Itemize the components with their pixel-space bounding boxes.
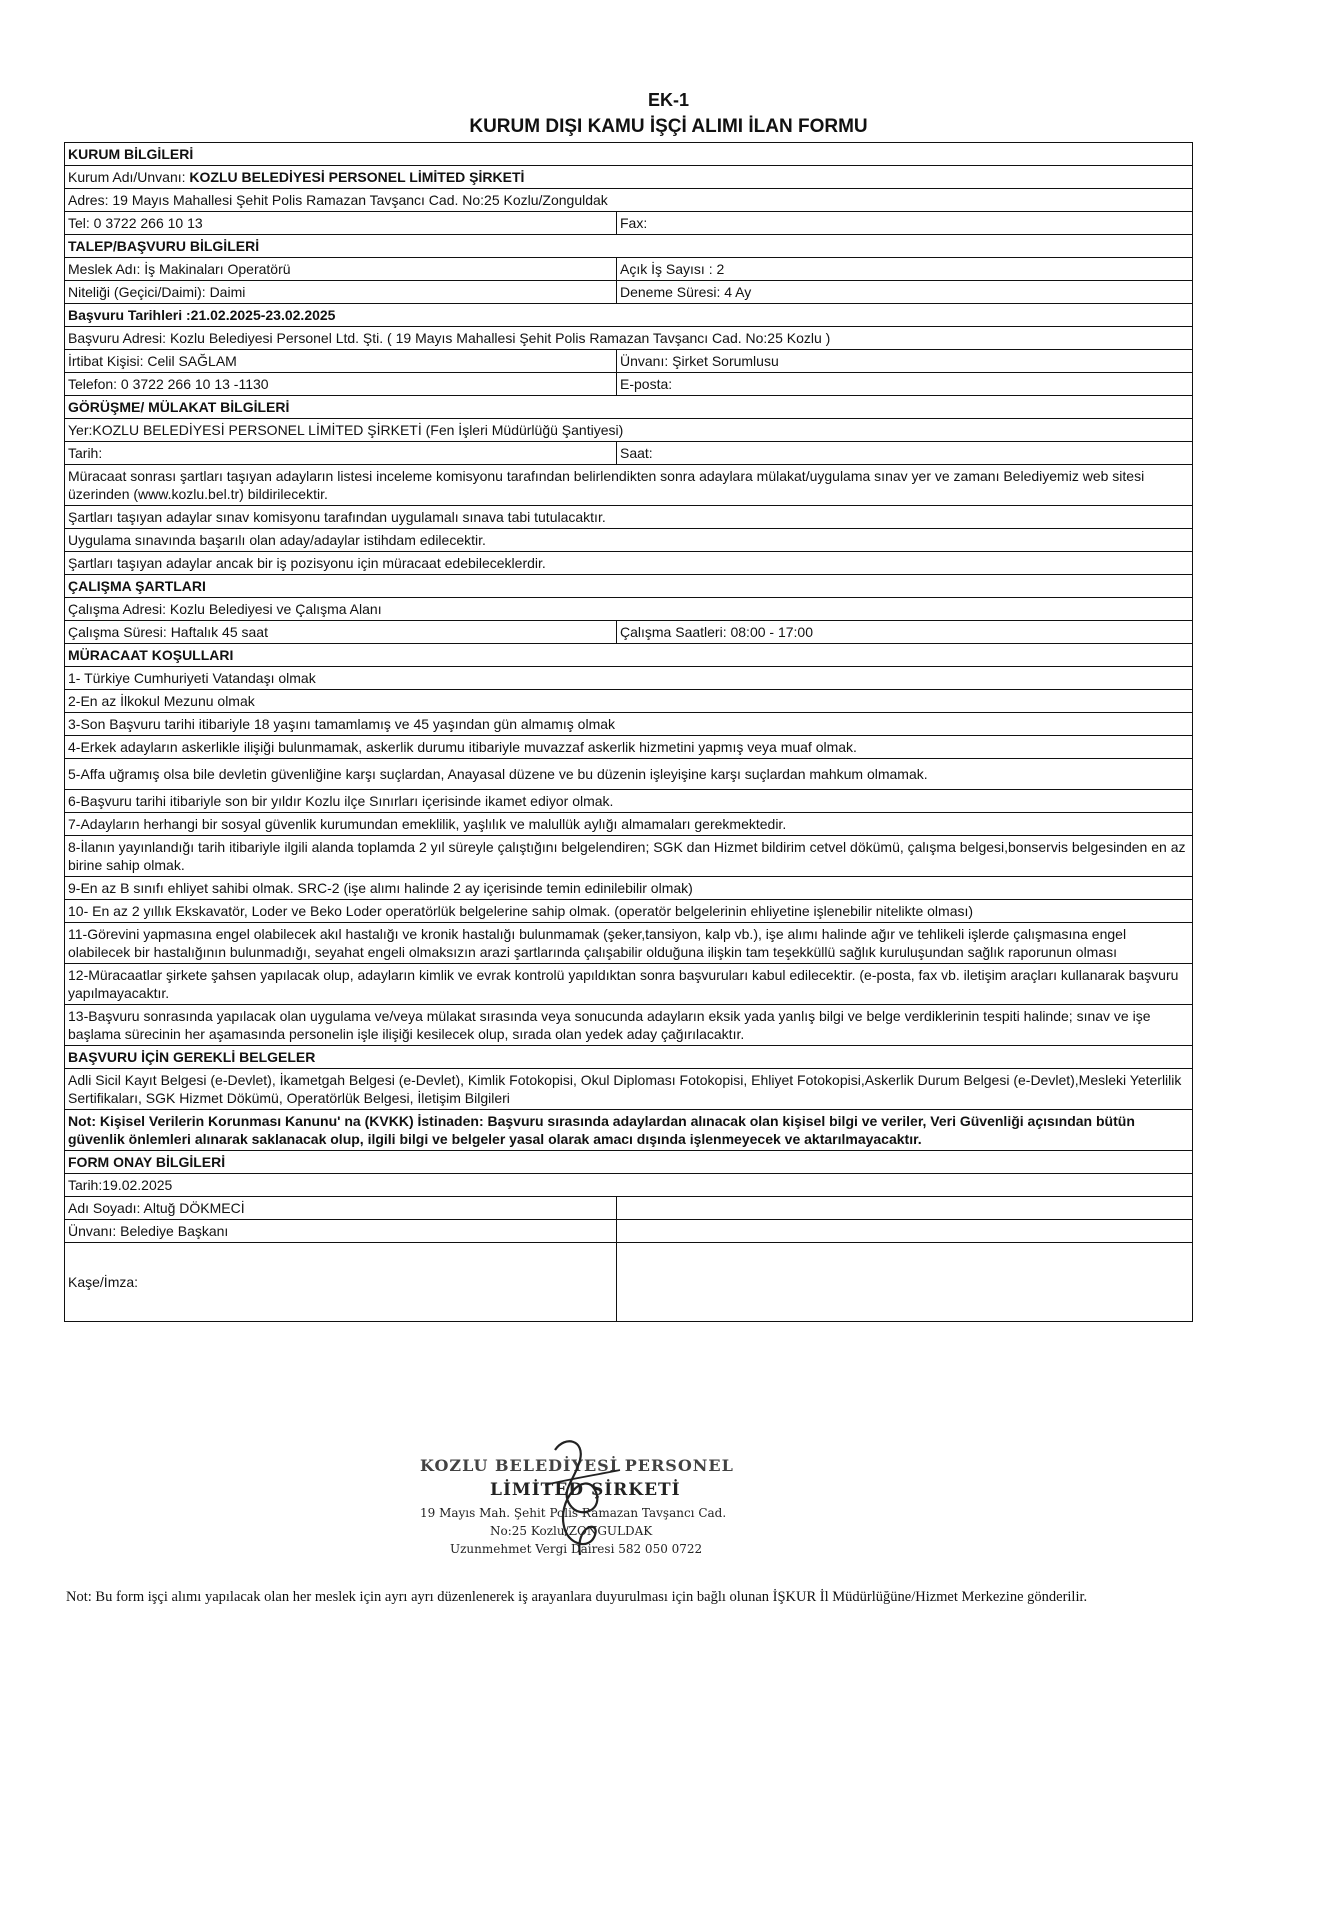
contact-person: İrtibat Kişisi: Celil SAĞLAM xyxy=(65,350,617,373)
interview-note: Uygulama sınavında başarılı olan aday/adaylar istihdam edilecektir. xyxy=(65,529,1193,552)
condition-item: 13-Başvuru sonrasında yapılacak olan uygulama ve/veya mülakat sırasında veya sonucunda adayların eksik yada yanlış bilgi ve belge verdiklerinin tespiti halinde; sınav ve işe başlama sürecinin her aşamasında personelin işle ilişiği kesilecek olup, sırada olan yedek aday çağırılacaktır. xyxy=(65,1005,1193,1046)
condition-item: 3-Son Başvuru tarihi itibariyle 18 yaşını tamamlamış ve 45 yaşından gün almamış olmak xyxy=(65,713,1193,736)
annex-label: EK-1 xyxy=(647,90,689,110)
work-address: Çalışma Adresi: Kozlu Belediyesi ve Çalışma Alanı xyxy=(65,598,1193,621)
interview-date: Tarih: xyxy=(65,442,617,465)
approver-name: Adı Soyadı: Altuğ DÖKMECİ xyxy=(65,1197,617,1220)
form-title: KURUM DIŞI KAMU İŞÇİ ALIMI İLAN FORMU xyxy=(469,116,868,137)
contact-email: E-posta: xyxy=(617,373,1193,396)
section-talep: TALEP/BAŞVURU BİLGİLERİ xyxy=(65,235,1193,258)
handwritten-signature xyxy=(535,1430,625,1560)
open-positions: Açık İş Sayısı : 2 xyxy=(617,258,1193,281)
approver-title: Ünvanı: Belediye Başkanı xyxy=(65,1220,617,1243)
employment-type: Niteliği (Geçici/Daimi): Daimi xyxy=(65,281,617,304)
interview-time: Saat: xyxy=(617,442,1193,465)
footnote: Not: Bu form işçi alımı yapılacak olan her meslek için ayrı ayrı düzenlenerek iş arayanlara duyurulması için bağlı olunan İŞKUR İl Müdürlüğüne/Hizmet Merkezine gönderilir. xyxy=(66,1589,1088,1605)
institution-name-label: Kurum Adı/Unvanı: xyxy=(68,169,190,185)
approval-date: Tarih:19.02.2025 xyxy=(65,1174,1193,1197)
condition-item: 8-İlanın yayınlandığı tarih itibariyle ilgili alanda toplamda 2 yıl süreyle çalıştığını belgelendiren; SGK dan Hizmet bildirim cetvel dökümü, çalışma belgesi,bonservis belgesinden en az birine sahip olmak. xyxy=(65,836,1193,877)
application-address: Başvuru Adresi: Kozlu Belediyesi Personel Ltd. Şti. ( 19 Mayıs Mahallesi Şehit Polis Ramazan Tavşancı Cad. No:25 Kozlu ) xyxy=(65,327,1193,350)
condition-item: 10- En az 2 yıllık Ekskavatör, Loder ve Beko Loder operatörlük belgelerine sahip olmak. (operatör belgelerinin ehliyetine işlenebilir nitelikte olması) xyxy=(65,900,1193,923)
interview-location: Yer:KOZLU BELEDİYESİ PERSONEL LİMİTED ŞİRKETİ (Fen İşleri Müdürlüğü Şantiyesi) xyxy=(65,419,1193,442)
application-dates: Başvuru Tarihleri :21.02.2025-23.02.2025 xyxy=(65,304,1193,327)
condition-item: 6-Başvuru tarihi itibariyle son bir yıldır Kozlu ilçe Sınırları içerisinde ikamet ediyor olmak. xyxy=(65,790,1193,813)
kvkk-note: Not: Kişisel Verilerin Korunması Kanunu' na (KVKK) İstinaden: Başvuru sırasında adaylardan alınacak olan kişisel bilgi ve veriler, Veri Güvenliği açısından bütün güvenlik önlemleri alınarak saklanacak olup, ilgili bilgi ve belgeler yasal olarak amacı dışında işlenmeyecek ve aktarılmayacaktır. xyxy=(65,1110,1193,1151)
interview-note: Şartları taşıyan adaylar sınav komisyonu tarafından uygulamalı sınava tabi tutulacaktır. xyxy=(65,506,1193,529)
section-muracaat: MÜRACAAT KOŞULLARI xyxy=(65,644,1193,667)
condition-item: 7-Adayların herhangi bir sosyal güvenlik kurumundan emeklilik, yaşlılık ve malullük aylığı almamaları gerekmektedir. xyxy=(65,813,1193,836)
occupation-name: Meslek Adı: İş Makinaları Operatörü xyxy=(65,258,617,281)
interview-note: Müracaat sonrası şartları taşıyan adayların listesi inceleme komisyonu tarafından belirlendikten sonra adaylara mülakat/uygulama sınav yer ve zamanı Belediyemiz web sitesi üzerinden (www.kozlu.bel.tr) bildirilecektir. xyxy=(65,465,1193,506)
probation-period: Deneme Süresi: 4 Ay xyxy=(617,281,1193,304)
announcement-form-table xyxy=(64,142,1193,1322)
interview-note: Şartları taşıyan adaylar ancak bir iş pozisyonu için müracaat edebileceklerdir. xyxy=(65,552,1193,575)
condition-item: 11-Görevini yapmasına engel olabilecek akıl hastalığı ve kronik hastalığı bulunmamak (şeker,tansiyon, kalp vb.), işe alımı halinde ağır ve tehlikeli işlerde çalışmasına engel olabilecek bir hastalığının bulunmadığı, seyahat engeli olmaksızın arazi şartlarında çalışabilir olduğuna ilişkin tam teşekküllü sağlık kuruluşundan sağlık raporunun olması xyxy=(65,923,1193,964)
form-header xyxy=(0,88,1337,140)
condition-item: 1- Türkiye Cumhuriyeti Vatandaşı olmak xyxy=(65,667,1193,690)
condition-item: 9-En az B sınıfı ehliyet sahibi olmak. SRC-2 (işe alımı halinde 2 ay içerisinde temin edinilebilir olmak) xyxy=(65,877,1193,900)
institution-fax: Fax: xyxy=(617,212,1193,235)
section-onay: FORM ONAY BİLGİLERİ xyxy=(65,1151,1193,1174)
contact-phone: Telefon: 0 3722 266 10 13 -1130 xyxy=(65,373,617,396)
institution-tel: Tel: 0 3722 266 10 13 xyxy=(65,212,617,235)
section-kurum: KURUM BİLGİLERİ xyxy=(65,143,1193,166)
section-calisma: ÇALIŞMA ŞARTLARI xyxy=(65,575,1193,598)
work-hours: Çalışma Saatleri: 08:00 - 17:00 xyxy=(617,621,1193,644)
stamp-line: KOZLU BELEDİYESİ PERSONEL xyxy=(420,1456,734,1475)
condition-item: 5-Affa uğramış olsa bile devletin güvenliğine karşı suçlardan, Anayasal düzene ve bu düzenin işleyişine karşı suçlardan mahkum olmamak. xyxy=(65,759,1193,790)
stamp-line: Uzunmehmet Vergi Dairesi 582 050 0722 xyxy=(450,1542,703,1556)
work-duration: Çalışma Süresi: Haftalık 45 saat xyxy=(65,621,617,644)
institution-name-row xyxy=(65,166,1193,189)
required-documents: Adli Sicil Kayıt Belgesi (e-Devlet), İkametgah Belgesi (e-Devlet), Kimlik Fotokopisi, Okul Diploması Fotokopisi, Ehliyet Fotokopisi,Askerlik Durum Belgesi (e-Devlet),Mesleki Yeterlilik Sertifikaları, SGK Hizmet Dökümü, Operatörlük Belgesi, İletişim Bilgileri xyxy=(65,1069,1193,1110)
contact-title: Ünvanı: Şirket Sorumlusu xyxy=(617,350,1193,373)
signature-stroke xyxy=(545,1470,620,1485)
stamp-line: 19 Mayıs Mah. Şehit Polis Ramazan Tavşancı Cad. xyxy=(420,1506,727,1520)
stamp-signature-label: Kaşe/İmza: xyxy=(65,1243,617,1322)
stamp-line: LİMİTED ŞİRKETİ xyxy=(490,1480,681,1500)
section-gorusme: GÖRÜŞME/ MÜLAKAT BİLGİLERİ xyxy=(65,396,1193,419)
stamp-line: No:25 Kozlu/ZONGULDAK xyxy=(490,1524,653,1538)
institution-name-value: KOZLU BELEDİYESİ PERSONEL LİMİTED ŞİRKETİ xyxy=(189,169,525,185)
institution-address: Adres: 19 Mayıs Mahallesi Şehit Polis Ramazan Tavşancı Cad. No:25 Kozlu/Zonguldak xyxy=(65,189,1193,212)
signature-stroke xyxy=(555,1441,597,1555)
condition-item: 2-En az İlkokul Mezunu olmak xyxy=(65,690,1193,713)
condition-item: 4-Erkek adayların askerlikle ilişiği bulunmamak, askerlik durumu itibariyle muvazzaf askerlik hizmetini yapmış veya muaf olmak. xyxy=(65,736,1193,759)
section-belgeler: BAŞVURU İÇİN GEREKLİ BELGELER xyxy=(65,1046,1193,1069)
condition-item: 12-Müracaatlar şirkete şahsen yapılacak olup, adayların kimlik ve evrak kontrolü yapıldıktan sonra başvuruları kabul edilecektir. (e-posta, fax vb. iletişim araçları kullanarak başvuru yapılmayacaktır. xyxy=(65,964,1193,1005)
